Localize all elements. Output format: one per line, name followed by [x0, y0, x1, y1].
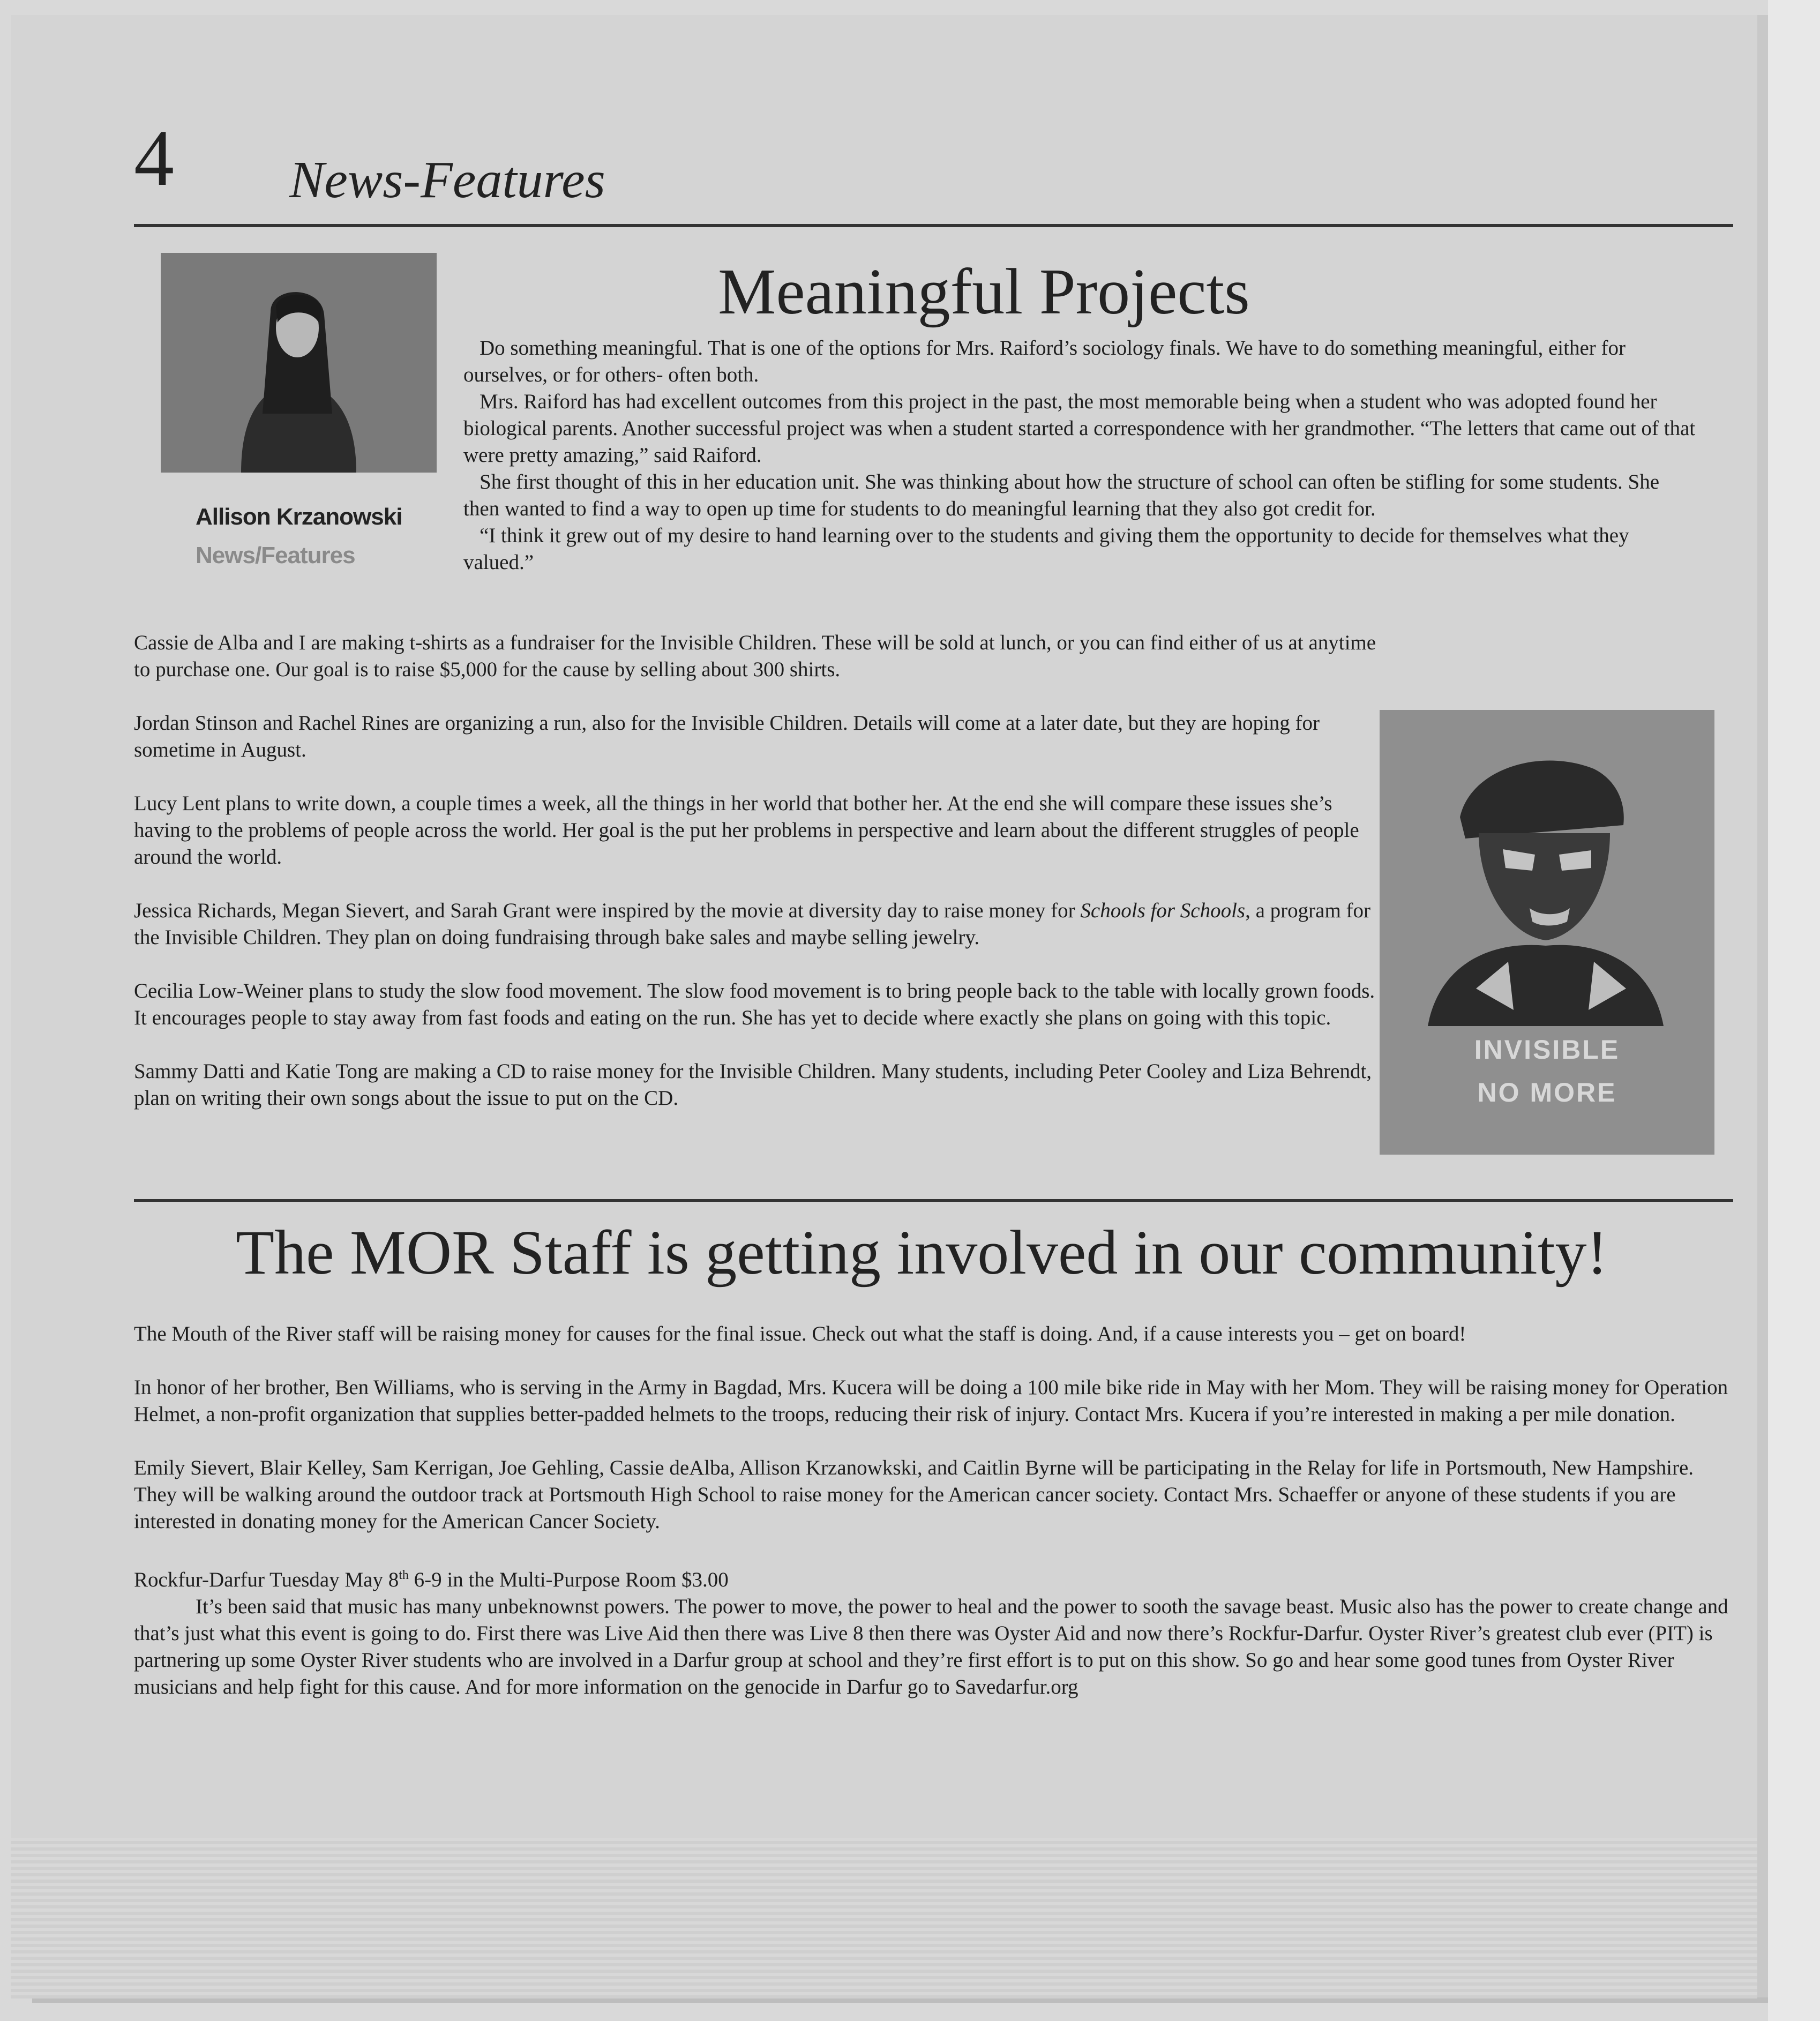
- project-item-text: , a program for the Invisible Children. They plan on doing fundraising through bake sales and maybe selling jewelry.: [134, 899, 1370, 949]
- event-title: Rockfur-Darfur Tuesday May 8: [134, 1568, 399, 1591]
- poster-caption-line2: NO MORE: [1477, 1077, 1617, 1107]
- article-headline: The MOR Staff is getting involved in our community!: [236, 1217, 1608, 1288]
- event-details: 6-9 in the Multi-Purpose Room $3.00: [408, 1568, 729, 1591]
- program-name: Schools for Schools: [1080, 899, 1246, 922]
- event-listing: [134, 1562, 1736, 1593]
- project-item: Cecilia Low-Weiner plans to study the slow food movement. The slow food movement is to bring people back to the table with locally grown foods. It encourages people to stay away from fast foods and eating on the run. She has yet to decide where exactly she plans on going with this topic.: [134, 979, 1375, 1029]
- project-item: [134, 897, 1377, 951]
- project-item: Jordan Stinson and Rachel Rines are organizing a run, also for the Invisible Children. Details will come at a later date, but they are hoping for sometime in August.: [134, 712, 1320, 761]
- intro-paragraph: “I think it grew out of my desire to hand learning over to the students and giving them the opportunity to decide for themselves what they valued.”: [463, 524, 1629, 574]
- article-paragraph: The Mouth of the River staff will be raising money for causes for the final issue. Check out what the staff is doing. And, if a cause interests you – get on board!: [134, 1322, 1466, 1345]
- article-intro: [463, 335, 1696, 576]
- section-title: News-Features: [289, 151, 605, 209]
- project-item: Cassie de Alba and I are making t-shirts as a fundraiser for the Invisible Children. These will be sold at lunch, or you can find either of us at anytime to purchase one. Our goal is to raise $5,000 for the cause by selling about 300 shirts.: [134, 631, 1376, 681]
- intro-paragraph: Mrs. Raiford has had excellent outcomes from this project in the past, the most memorable being when a student who was adopted found her biological parents. Another successful project was when a student started a correspondence with her grandmother. “The letters that came out of that were pretty amazing,” said Raiford.: [463, 390, 1696, 467]
- project-item: Sammy Datti and Katie Tong are making a CD to raise money for the Invisible Children. Many students, including Peter Cooley and Liza Behrendt, plan on writing their own songs about the issue to put on the CD.: [134, 1060, 1372, 1110]
- byline-department: News/Features: [196, 542, 355, 568]
- project-list: [134, 630, 1377, 1139]
- page-number: 4: [134, 114, 174, 203]
- page-bottom-texture: [11, 1838, 1757, 1998]
- intro-paragraph: She first thought of this in her education unit. She was thinking about how the structure of school can often be stifling for some students. She then wanted to find a way to open up time for students to do meaningful learning that they also got credit for.: [463, 470, 1660, 520]
- article-paragraph: Emily Sievert, Blair Kelley, Sam Kerrigan, Joe Gehling, Cassie deAlba, Allison Krzanowkski, and Caitlin Byrne will be participating in the Relay for life in Portsmouth, New Hampshire. They will be walking around the outdoor track at Portsmouth High School to raise money for the American cancer society. Contact Mrs. Schaeffer or anyone of these students if you are interested in donating money for the American Cancer Society.: [134, 1456, 1694, 1533]
- event-date-suffix: th: [399, 1568, 409, 1582]
- section-divider: [134, 1199, 1733, 1202]
- article-paragraph: In honor of her brother, Ben Williams, who is serving in the Army in Bagdad, Mrs. Kucera will be doing a 100 mile bike ride in May with her Mom. They will be raising money for Operation Helmet, a non-profit organization that supplies better-padded helmets to the troops, reducing their risk of injury. Contact Mrs. Kucera if you’re interested in making a per mile donation.: [134, 1376, 1728, 1426]
- invisible-children-poster: [1380, 710, 1714, 1155]
- author-photo: [161, 253, 437, 473]
- article-headline: Meaningful Projects: [718, 256, 1250, 328]
- mor-staff-article: [134, 1321, 1736, 1727]
- poster-caption-line1: INVISIBLE: [1474, 1035, 1620, 1065]
- header-rule: [134, 224, 1733, 227]
- project-item: Lucy Lent plans to write down, a couple times a week, all the things in her world that bother her. At the end she will compare these issues she’s having to the problems of people across the world. Her goal is the put her problems in perspective and learn about the different struggles of people around the world.: [134, 792, 1359, 869]
- intro-paragraph: Do something meaningful. That is one of the options for Mrs. Raiford’s sociology finals. We have to do something meaningful, either for ourselves, or for others- often both.: [463, 336, 1626, 386]
- project-item-text: Jessica Richards, Megan Sievert, and Sarah Grant were inspired by the movie at diversity day to raise money for: [134, 899, 1081, 922]
- byline-name: Allison Krzanowski: [196, 504, 402, 530]
- event-description: It’s been said that music has many unbeknownst powers. The power to move, the power to heal and the power to sooth the savage beast. Music also has the power to create change and that’s just what this event is going to do. First there was Live Aid then there was Live 8 then there was Oyster Aid and now there’s Rockfur-Darfur. Oyster River’s greatest club ever (PIT) is partnering up some Oyster River students who are involved in a Darfur group at school and they’re first effort is to put on this show. So go and hear some good tunes from Oyster River musicians and help fight for this cause. And for more information on the genocide in Darfur go to Savedarfur.org: [134, 1595, 1728, 1698]
- page-margin: [1768, 0, 1820, 2021]
